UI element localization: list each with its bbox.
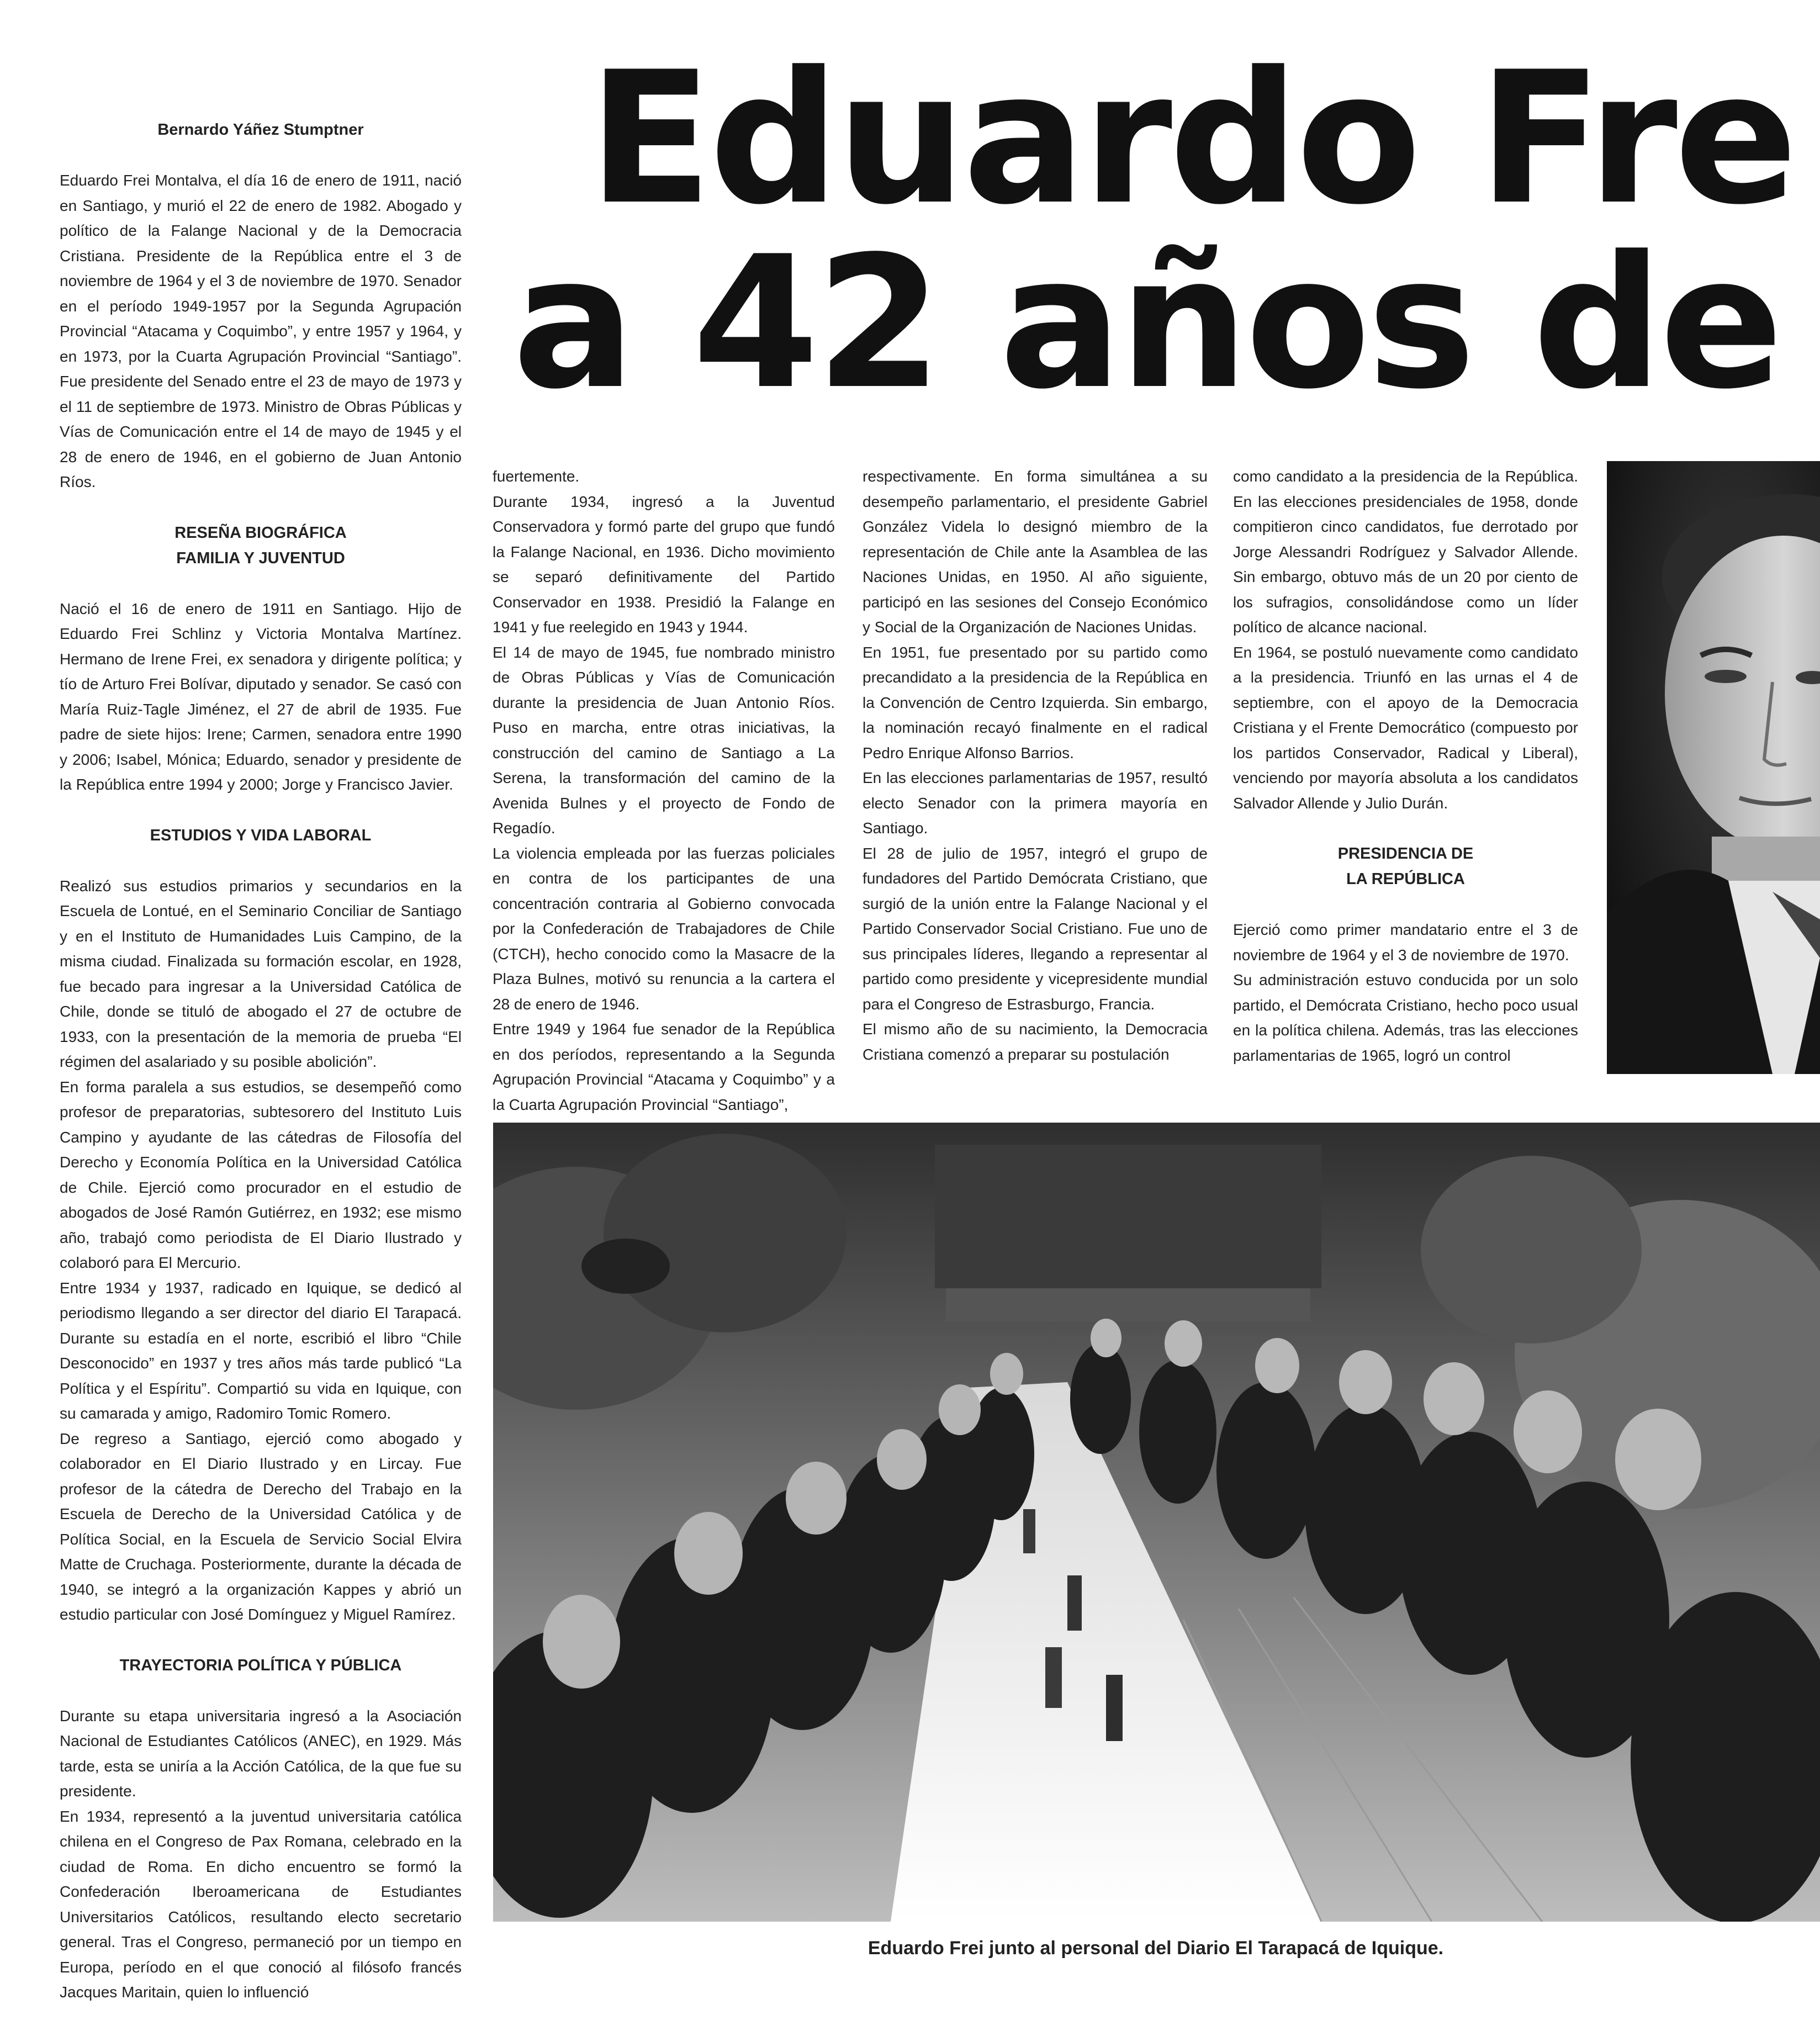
section-heading-biography [60, 520, 462, 571]
paragraph: como candidato a la presidencia de la República. En las elecciones presidenciales de 1958, donde compitieron cinco candidatos, fue derrotado por Jorge Alessandri Rodríguez y Salvador Allende. Sin embargo, obtuvo más de un 20 por ciento de los sufragios, consolidándose como un líder político de alcance nacional. [1233, 468, 1578, 636]
paragraph: fuertemente. [493, 468, 580, 485]
group-photo-illustration [493, 1123, 1820, 1922]
paragraph: Realizó sus estudios primarios y secundarios en la Escuela de Lontué, en el Seminario Conciliar de Santiago y en el Instituto de Humanidades Luis Campino, de la misma ciudad. Finalizada su formación escolar, en 1928, fue becado para ingresar a la Universidad Católica de Chile, donde se tituló de abogado el 27 de octubre de 1933, con la presentación de la memoria de prueba “El régimen del asalariado y su posible abolición”. [60, 877, 462, 1070]
paragraph: Su administración estuvo conducida por un solo partido, el Demócrata Cristiano, hecho poco usual en la política chilena. Además, tras las elecciones parlamentarias de 1965, logró un control [1233, 971, 1578, 1064]
headline-line-1: Eduardo Fre [588, 33, 1795, 245]
paragraph: Entre 1949 y 1964 fue senador de la República en dos períodos, representando a la Segunda Agrupación Provincial “Atacama y Coquimbo” y a la Cuarta Agrupación Provincial “Santiago”, [493, 1020, 835, 1113]
paragraph: Durante su etapa universitaria ingresó a la Asociación Nacional de Estudiantes Católicos (ANEC), en 1929. Más tarde, esta se uniría a la Acción Católica, de la que fue su presidente. [60, 1707, 462, 1800]
section-heading-line: LA REPÚBLICA [1346, 870, 1465, 888]
section-heading-presidency [1233, 841, 1578, 892]
paragraph: El 14 de mayo de 1945, fue nombrado ministro de Obras Públicas y Vías de Comunicación durante la presidencia de Juan Antonio Ríos. Puso en marcha, entre otras iniciativas, la construcción del camino de Santiago a La Serena, la transformación del camino de la Avenida Bulnes y el proyecto de Fondo de Regadío. [493, 643, 835, 837]
column-2 [493, 464, 835, 1117]
section-heading-line: RESEÑA BIOGRÁFICA [174, 523, 347, 542]
section-heading-studies: ESTUDIOS Y VIDA LABORAL [150, 826, 372, 844]
group-photo [493, 1123, 1820, 1922]
headline-line-2: a 42 años de [512, 217, 1780, 429]
portrait-illustration [1607, 461, 1820, 1074]
paragraph: En 1964, se postuló nuevamente como candidato a la presidencia. Triunfó en las urnas el 4 de septiembre, con el apoyo de la Democracia Cristiana y el Frente Democrático (compuesto por los partidos Conservador, Radical y Liberal), venciendo por mayoría absoluta a los candidatos Salvador Allende y Julio Durán. [1233, 643, 1578, 812]
column-4 [1233, 464, 1578, 1068]
paragraph: La violencia empleada por las fuerzas policiales en contra de los participantes de una concentración contraria al Gobierno convocada por la Confederación de Trabajadores de Chile (CTCH), hecho conocido como la Masacre de la Plaza Bulnes, motivó su renuncia a la cartera el 28 de enero de 1946. [493, 844, 835, 1013]
section-heading-political: TRAYECTORIA POLÍTICA Y PÚBLICA [119, 1656, 402, 1674]
paragraph: Ejerció como primer mandatario entre el 3 de noviembre de 1964 y el 3 de noviembre de 1970. [1233, 921, 1578, 964]
paragraph: En 1934, representó a la juventud universitaria católica chilena en el Congreso de Pax Romana, celebrado en la ciudad de Roma. En dicho encuentro se formó la Confederación Iberoamericana de Estudiantes Universitarios Católicos, resultando electo secretario general. Tras el Congreso, permaneció por un tiempo en Europa, período en el que conoció al filósofo francés Jacques Maritain, quien lo influenció [60, 1807, 462, 2001]
paragraph: En 1951, fue presentado por su partido como precandidato a la presidencia de la República en la Convención de Centro Izquierda. Sin embargo, la nominación recayó finalmente en el radical Pedro Enrique Alfonso Barrios. [863, 643, 1208, 761]
photo-caption: Eduardo Frei junto al personal del Diario El Tarapacá de Iquique. [867, 1938, 1444, 1959]
left-column [60, 117, 462, 2005]
paragraph: El mismo año de su nacimiento, la Democracia Cristiana comenzó a preparar su postulación [863, 1020, 1208, 1063]
paragraph: En las elecciones parlamentarias de 1957, resultó electo Senador con la primera mayoría en Santiago. [863, 769, 1208, 837]
paragraph: De regreso a Santiago, ejerció como abogado y colaborador en El Diario Ilustrado y en Lircay. Fue profesor de la cátedra de Derecho del Trabajo en la Escuela de Derecho de la Universidad Católica y de Política Social, en la Escuela de Servicio Social Elvira Matte de Cruchaga. Posteriormente, durante la década de 1940, se integró a la organización Kappes y abrió un estudio particular con José Domínguez y Miguel Ramírez. [60, 1430, 462, 1623]
paragraph: Durante 1934, ingresó a la Juventud Conservadora y formó parte del grupo que fundó la Falange Nacional, en 1936. Dicho movimiento se separó definitivamente del Partido Conservador en 1938. Presidió la Falange en 1941 y fue reelegido en 1943 y 1944. [493, 493, 835, 636]
column-3 [863, 464, 1208, 1067]
paragraph: El 28 de julio de 1957, integró el grupo de fundadores del Partido Demócrata Cristiano, que surgió de la unión entre la Falange Nacional y el Partido Conservador Social Cristiano. Fue uno de sus principales líderes, llegando a representar al partido como presidente y vicepresidente mundial para el Congreso de Estrasburgo, Francia. [863, 844, 1208, 1013]
paragraph: respectivamente. En forma simultánea a su desempeño parlamentario, el presidente Gabriel González Videla lo designó miembro de la representación de Chile ante la Asamblea de las Naciones Unidas, en 1950. Al año siguiente, participó en las sesiones del Consejo Económico y Social de la Organización de Naciones Unidas. [863, 468, 1208, 636]
paragraph: Nació el 16 de enero de 1911 en Santiago. Hijo de Eduardo Frei Schlinz y Victoria Montalva Martínez. Hermano de Irene Frei, ex senadora y dirigente política; y tío de Arturo Frei Bolívar, diputado y senador. Se casó con María Ruiz-Tagle Jiménez, el 27 de abril de 1935. Fue padre de siete hijos: Irene; Carmen, senadora entre 1990 y 2006; Isabel, Mónica; Eduardo, senador y presidente de la República entre 1994 y 2000; Jorge y Francisco Javier. [60, 600, 462, 793]
paragraph: En forma paralela a sus estudios, se desempeñó como profesor de preparatorias, subtesorero del Instituto Luis Campino y ayudante de las cátedras de Filosofía del Derecho y Economía Política en la Universidad Católica de Chile. Ejerció como procurador en el estudio de abogados de José Ramón Gutiérrez, en 1932; ese mismo año, trabajó como periodista de El Diario Ilustrado y colaboró para El Mercurio. [60, 1078, 462, 1271]
intro-paragraph: Eduardo Frei Montalva, el día 16 de enero de 1911, nació en Santiago, y murió el 22 de enero de 1982. Abogado y político de la Falange Nacional y de la Democracia Cristiana. Presidente de la República entre el 3 de noviembre de 1964 y el 3 de noviembre de 1970. Senador en el período 1949-1957 por la Segunda Agrupación Provincial “Atacama y Coquimbo”, y entre 1957 y 1964, y en 1973, por la Cuarta Agrupación Provincial “Santiago”. Fue presidente del Senado entre el 23 de mayo de 1973 y el 11 de septiembre de 1973. Ministro de Obras Públicas y Vías de Comunicación entre el 14 de mayo de 1945 y el 28 de enero de 1946, en el gobierno de Juan Antonio Ríos. [60, 172, 462, 490]
paragraph: Entre 1934 y 1937, radicado en Iquique, se dedicó al periodismo llegando a ser director del diario El Tarapacá. Durante su estadía en el norte, escribió el libro “Chile Desconocido” en 1937 y tres años más tarde publicó “La Política y el Espíritu”. Compartió su vida en Iquique, con su camarada y amigo, Radomiro Tomic Romero. [60, 1279, 462, 1422]
portrait-photo [1607, 461, 1820, 1074]
section-heading-line: FAMILIA Y JUVENTUD [176, 549, 345, 567]
section-heading-line: PRESIDENCIA DE [1337, 845, 1474, 863]
byline: Bernardo Yáñez Stumptner [157, 121, 364, 139]
